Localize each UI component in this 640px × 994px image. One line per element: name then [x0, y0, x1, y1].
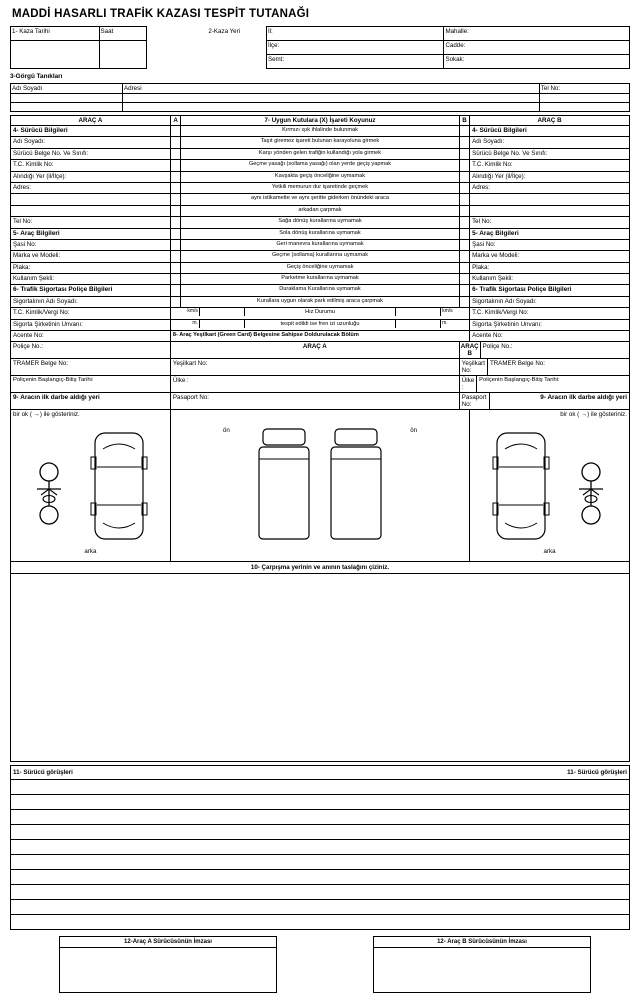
- vehicle-b-damage-diagram[interactable]: [470, 421, 630, 562]
- section8-col-a: ARAÇ A: [170, 342, 459, 359]
- b-passport-no[interactable]: Pasaport No:: [460, 393, 489, 409]
- vehicle-a-header: ARAÇ A: [11, 116, 171, 126]
- accident-date-label: 1- Kaza Tarihi: [11, 27, 100, 41]
- fault-item-11: Geçme (sollama) kurallarına uymamak: [181, 251, 460, 262]
- accident-semt-field[interactable]: Semt:: [266, 55, 444, 69]
- b-policy-no[interactable]: Poliçe No.:: [482, 343, 513, 351]
- opinion-line[interactable]: [11, 855, 630, 870]
- a-section9-subtitle: bir ok ( →) ile gösteriniz.: [11, 410, 171, 421]
- opinion-line[interactable]: [11, 840, 630, 855]
- b-vehicle-plate[interactable]: Plaka:: [470, 262, 630, 273]
- brake-label: tespit edildi ise fren izi uzunluğu: [244, 320, 395, 328]
- speed-unit-b: km/s: [442, 308, 453, 315]
- section8-col-b: ARAÇ B: [460, 343, 479, 358]
- witness-address-row-2[interactable]: [123, 103, 540, 112]
- a-driver-tel[interactable]: Tel No:: [11, 217, 171, 228]
- witness-address-row-1[interactable]: [123, 94, 540, 103]
- signature-box-a[interactable]: [59, 936, 277, 993]
- speed-input-a[interactable]: [199, 308, 244, 316]
- section8-title: 8- Araç Yeşilkart (Green Card) Belgesine Sahipse Doldurulacak Bölüm: [170, 331, 469, 342]
- b-driver-address-2[interactable]: [470, 194, 630, 205]
- a-check-7b[interactable]: [170, 205, 180, 216]
- opinion-line[interactable]: [11, 870, 630, 885]
- signature-b-caption: 12- Araç B Sürücüsünün İmzası: [374, 937, 590, 948]
- a-tramer-no[interactable]: TRAMER Belge No:: [11, 359, 171, 376]
- b-insurance-header: 6- Trafik Sigortası Poliçe Bilgileri: [470, 285, 630, 296]
- vehicle-b-header: ARAÇ B: [470, 116, 630, 126]
- b-vehicle-chassis[interactable]: Şasi No:: [470, 239, 630, 250]
- truck-icon-b: [325, 425, 387, 545]
- a-check-6[interactable]: [170, 182, 180, 193]
- a-policy-no[interactable]: Poliçe No.:: [11, 342, 171, 359]
- signatures-table: [10, 935, 630, 994]
- a-driver-address-3[interactable]: [11, 205, 171, 216]
- accident-date-input[interactable]: [11, 41, 100, 69]
- a-driver-tckn[interactable]: T.C. Kimlik No:: [11, 160, 171, 171]
- a-vehicle-usage[interactable]: Kullanım Şekli:: [11, 274, 171, 285]
- b-insured-name[interactable]: Sigortalının Adı Soyadı:: [470, 296, 630, 307]
- b-check-7[interactable]: [459, 194, 469, 205]
- vehicles-main-table: [10, 115, 630, 762]
- a-driver-name[interactable]: Adı Soyadı:: [11, 137, 171, 148]
- fault-item-3: Karşı yönden gelen trafiğin kullandığı yola girmek: [181, 148, 460, 159]
- b-driver-header: 4- Sürücü Bilgileri: [470, 126, 630, 137]
- signature-a-caption: 12-Araç A Sürücüsünün İmzası: [60, 937, 276, 948]
- accident-mahalle-field[interactable]: Mahalle:: [444, 27, 630, 41]
- b-tramer-no[interactable]: TRAMER Belge No:: [489, 360, 545, 368]
- b-check-4[interactable]: [459, 160, 469, 171]
- accident-time-input[interactable]: [99, 41, 147, 69]
- a-insured-name[interactable]: Sigortalının Adı Soyadı:: [11, 296, 171, 307]
- b-greencard-no[interactable]: Yeşilkart No:: [460, 359, 488, 375]
- accident-ilce-field[interactable]: İlçe:: [266, 41, 444, 55]
- fault-item-12: Geçiş önceliğine uymamak: [181, 262, 460, 273]
- accident-cadde-field[interactable]: Cadde:: [444, 41, 630, 55]
- opinion-line[interactable]: [11, 885, 630, 900]
- b-driver-license[interactable]: Sürücü Belge No. Ve Sınıfı:: [470, 148, 630, 159]
- a-check-11[interactable]: [170, 251, 180, 262]
- signature-box-b[interactable]: [373, 936, 591, 993]
- fault-item-15: Kurallara uygun olarak park edilmiş araca çarpmak: [181, 296, 460, 307]
- b-check-11[interactable]: [459, 251, 469, 262]
- a-agency-no[interactable]: Acente No:: [11, 331, 171, 342]
- sig-spacer-left: [10, 935, 58, 994]
- a-section9-title: 9- Aracın ilk darbe aldığı yeri: [11, 393, 171, 410]
- b-check-2[interactable]: [459, 137, 469, 148]
- speed-unit-a: km/s: [171, 308, 200, 316]
- section8-col-b-wrap: [459, 342, 629, 359]
- truck-icon-a: [253, 425, 315, 545]
- a-check-9[interactable]: [170, 228, 180, 239]
- page-title: MADDİ HASARLI TRAFİK KAZASI TESPİT TUTANAĞI: [12, 8, 310, 20]
- a-check-2[interactable]: [170, 137, 180, 148]
- a-insurer-name[interactable]: Sigorta Şirketinin Unvanı:: [11, 319, 171, 330]
- sig-cell-b: [372, 935, 592, 994]
- b-passport-wrap: [459, 393, 629, 410]
- fault-item-7-cont: arkadan çarpmak: [181, 205, 460, 216]
- a-vehicle-header: 5- Araç Bilgileri: [11, 228, 171, 239]
- b-check-14[interactable]: [459, 285, 469, 296]
- spacer-cell: [147, 27, 207, 41]
- brake-row: [170, 319, 469, 330]
- witness-tel-row-1[interactable]: [539, 94, 629, 103]
- b-check-7b[interactable]: [459, 205, 469, 216]
- speed-label: Hız Durumu: [244, 308, 395, 316]
- b-policy-dates[interactable]: Poliçenin Başlangıç-Bitiş Tarihi:: [479, 377, 560, 384]
- b-driver-tckn[interactable]: T.C. Kimlik No:: [470, 160, 630, 171]
- a-insurance-header: 6- Trafik Sigortası Poliçe Bilgileri: [11, 285, 171, 296]
- column-letter-a: A: [170, 116, 180, 126]
- crash-sketch-area[interactable]: [11, 574, 630, 762]
- witness-name-header: Adı Soyadı: [11, 84, 123, 94]
- truck-diagram-center[interactable]: [170, 421, 469, 562]
- b-check-8[interactable]: [459, 217, 469, 228]
- center-front-label-left: ön: [222, 427, 230, 435]
- accident-sokak-field[interactable]: Sokak:: [444, 55, 630, 69]
- vehicle-a-damage-diagram[interactable]: [11, 421, 171, 562]
- a-vehicle-chassis[interactable]: Şasi No:: [11, 239, 171, 250]
- b-vehicle-make[interactable]: Marka ve Modeli:: [470, 251, 630, 262]
- b-insured-tckn[interactable]: T.C. Kimlik/Vergi No:: [470, 308, 630, 319]
- opinion-line[interactable]: [11, 810, 630, 825]
- opinion-line[interactable]: [11, 915, 630, 930]
- brake-unit-a: m.: [171, 320, 200, 328]
- accident-time-label: Saat: [99, 27, 147, 41]
- b-driver-tel[interactable]: Tel No:: [470, 217, 630, 228]
- b-driver-name[interactable]: Adı Soyadı:: [470, 137, 630, 148]
- fault-item-4: Geçme yasağı (sollama yasağı) olan yerde geçiş yapmak: [181, 160, 460, 171]
- b-country[interactable]: Ülke :: [460, 376, 477, 392]
- a-driver-license[interactable]: Sürücü Belge No. Ve Sınıfı:: [11, 148, 171, 159]
- a-driver-header: 4- Sürücü Bilgileri: [11, 126, 171, 137]
- b-check-13[interactable]: [459, 274, 469, 285]
- speed-input-b[interactable]: [396, 308, 441, 316]
- accident-il-field[interactable]: İl:: [266, 27, 444, 41]
- spacer-cell-3: [147, 55, 207, 69]
- fault-item-7: aynı istikamette ve aynı şeritte giderken önündeki araca: [181, 194, 460, 205]
- a-check-8[interactable]: [170, 217, 180, 228]
- a-greencard-no[interactable]: Yeşilkart No:: [170, 359, 459, 376]
- b-check-12[interactable]: [459, 262, 469, 273]
- a-rear-label: arka: [84, 548, 97, 556]
- opinion-line[interactable]: [11, 900, 630, 915]
- b-vehicle-usage[interactable]: Kullanım Şekli:: [470, 274, 630, 285]
- b-section9-title: 9- Aracın ilk darbe aldığı yeri: [540, 394, 627, 402]
- b-check-5[interactable]: [459, 171, 469, 182]
- a-check-1[interactable]: [170, 126, 180, 137]
- fault-item-6: Yetkili memurun dur işaretinde geçmek: [181, 182, 460, 193]
- a-check-7[interactable]: [170, 194, 180, 205]
- a-check-14[interactable]: [170, 285, 180, 296]
- opinions-title-a: 11- Sürücü görüşleri: [13, 769, 73, 777]
- center-front-label-right: ön: [410, 427, 418, 435]
- a-check-12[interactable]: [170, 262, 180, 273]
- opinions-header-row: [11, 766, 630, 780]
- witness-tel-row-2[interactable]: [539, 103, 629, 112]
- car-icon-b: [491, 427, 551, 545]
- fault-item-2: Taşıt giremez işareti bulunan karayoluna girmek: [181, 137, 460, 148]
- witness-section-title: 3-Görgü Tanıkları: [10, 73, 63, 80]
- a-check-4[interactable]: [170, 160, 180, 171]
- sig-cell-a: [58, 935, 278, 994]
- b-vehicle-header: 5- Araç Bilgileri: [470, 228, 630, 239]
- fault-item-8: Sağa dönüş kurallarına uymamak: [181, 217, 460, 228]
- fault-item-10: Geri manevra kurallarına uymamak: [181, 239, 460, 250]
- a-check-10[interactable]: [170, 239, 180, 250]
- opinion-line[interactable]: [11, 795, 630, 810]
- b-driver-address-3[interactable]: [470, 205, 630, 216]
- opinion-line[interactable]: [11, 780, 630, 795]
- b-check-15[interactable]: [459, 296, 469, 307]
- opinions-title-b: 11- Sürücü görüşleri: [567, 769, 627, 777]
- a-policy-dates[interactable]: Poliçenin Başlangıç-Bitiş Tarihi:: [11, 376, 171, 393]
- b-check-3[interactable]: [459, 148, 469, 159]
- fault-item-5: Kavşakta geçiş önceliğine uymamak: [181, 171, 460, 182]
- accident-place-label: 2-Kaza Yeri: [208, 27, 241, 35]
- drawing-gap-top: [170, 410, 469, 421]
- column-letter-b: B: [459, 116, 469, 126]
- section10-title: 10- Çarpışma yerinin ve anının taslağını çiziniz.: [11, 562, 630, 574]
- speed-row: [170, 308, 469, 319]
- a-driver-address[interactable]: Adres:: [11, 182, 171, 193]
- b-greencard-wrap: [459, 359, 629, 376]
- b-driver-address[interactable]: Adres:: [470, 182, 630, 193]
- brake-input-a[interactable]: [199, 320, 244, 328]
- witness-table: [10, 83, 630, 112]
- b-insurer-name[interactable]: Sigorta Şirketinin Unvanı:: [470, 319, 630, 330]
- witness-tel-header: Tel No:: [539, 84, 629, 94]
- brake-input-b[interactable]: [396, 320, 441, 328]
- a-check-15[interactable]: [170, 296, 180, 307]
- a-check-3[interactable]: [170, 148, 180, 159]
- spacer-cell-2: [147, 41, 207, 55]
- a-check-13[interactable]: [170, 274, 180, 285]
- driver-opinions-table: [10, 765, 630, 930]
- section7-title: 7- Uygun Kutulara (X) İşareti Koyunuz: [181, 116, 460, 126]
- motorcycle-icon-b: [567, 459, 615, 529]
- b-rear-label: arka: [543, 548, 556, 556]
- fault-item-13: Parketme kurallarına uymamak: [181, 274, 460, 285]
- fault-item-1: Kırmızı ışık ihlalinde bulunmak: [181, 126, 460, 137]
- a-vehicle-plate[interactable]: Plaka:: [11, 262, 171, 273]
- fault-item-14: Duraklama Kurallarına uymamak: [181, 285, 460, 296]
- a-vehicle-make[interactable]: Marka ve Modeli:: [11, 251, 171, 262]
- b-check-6[interactable]: [459, 182, 469, 193]
- accident-date-place-block: [10, 26, 630, 69]
- sig-spacer-mid: [278, 935, 372, 994]
- witness-address-header: Adresi: [123, 84, 540, 94]
- a-passport-no[interactable]: Pasaport No:: [170, 393, 459, 410]
- b-section9-subtitle: bir ok ( →) ile gösteriniz.: [470, 410, 630, 421]
- a-check-5[interactable]: [170, 171, 180, 182]
- b-check-9[interactable]: [459, 228, 469, 239]
- motorcycle-icon-a: [25, 459, 73, 529]
- a-insured-tckn[interactable]: T.C. Kimlik/Vergi No:: [11, 308, 171, 319]
- b-agency-no[interactable]: Acente No:: [470, 331, 630, 342]
- b-check-10[interactable]: [459, 239, 469, 250]
- opinion-line[interactable]: [11, 825, 630, 840]
- fault-item-9: Sola dönüş kurallarına uymamak: [181, 228, 460, 239]
- b-country-wrap: [459, 376, 629, 393]
- a-country[interactable]: Ülke :: [170, 376, 459, 393]
- a-driver-issue-place[interactable]: Alındığı Yer (il/İlçe):: [11, 171, 171, 182]
- witness-name-row-1[interactable]: [11, 94, 123, 103]
- witness-name-row-2[interactable]: [11, 103, 123, 112]
- a-driver-address-2[interactable]: [11, 194, 171, 205]
- car-icon-a: [89, 427, 149, 545]
- b-check-1[interactable]: [459, 126, 469, 137]
- sig-spacer-right: [592, 935, 630, 994]
- brake-unit-b: m.: [442, 319, 448, 326]
- b-driver-issue-place[interactable]: Alındığı Yer (il/İlçe):: [470, 171, 630, 182]
